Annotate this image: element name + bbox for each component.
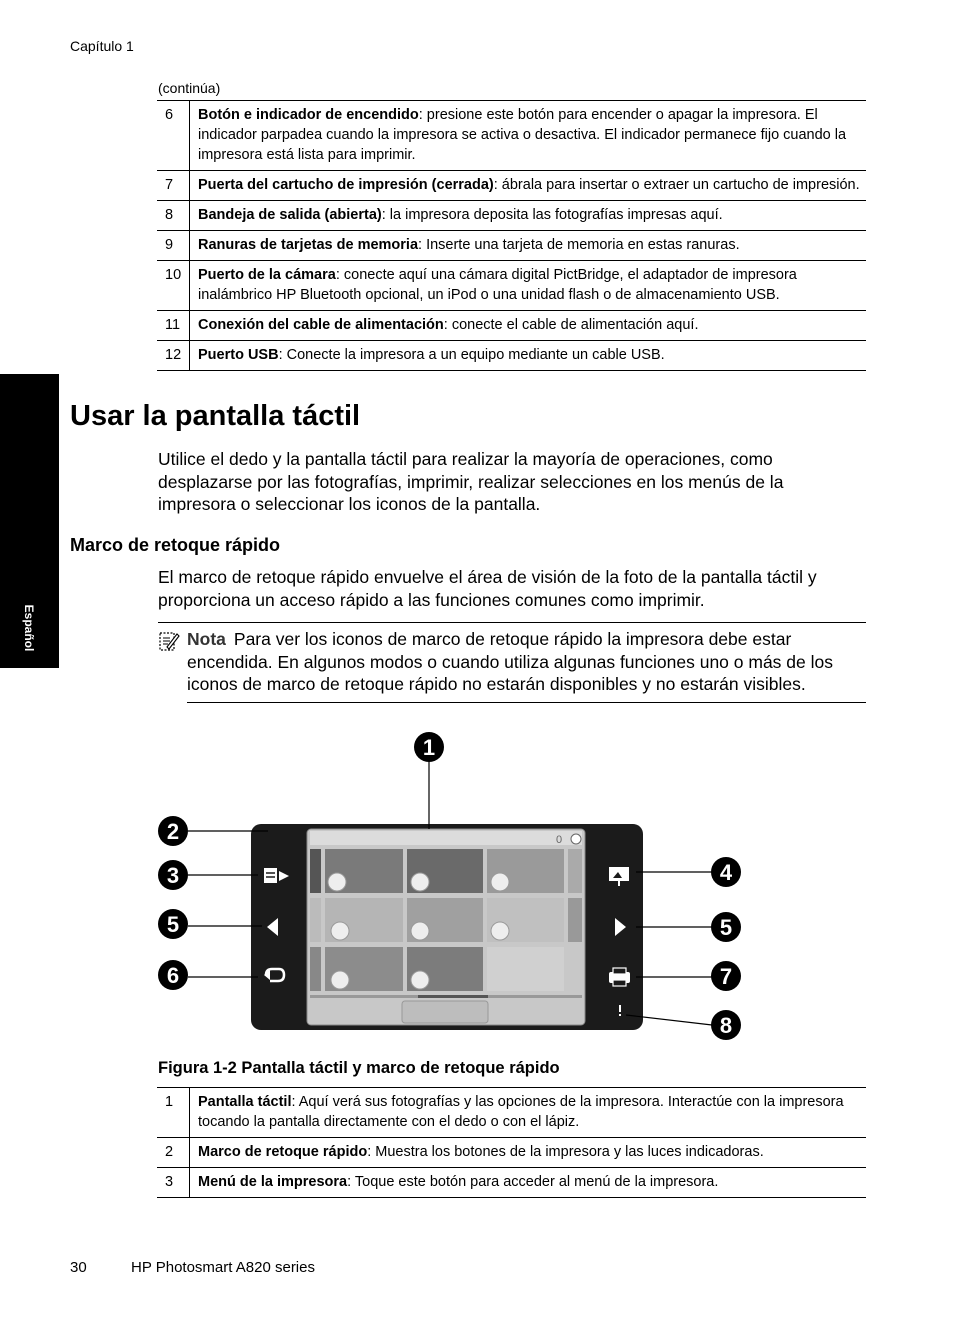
row-term: Menú de la impresora: [198, 1174, 348, 1190]
note-text: [187, 628, 877, 696]
subsection-title: Marco de retoque rápido: [70, 535, 281, 555]
row-term: Puerta del cartucho de impresión (cerrada): [198, 177, 494, 193]
row-term: Puerto de la cámara: [198, 267, 336, 283]
note-bottom-rule: [187, 702, 866, 703]
callout-5-right-label: 5: [719, 915, 733, 940]
table-row: [157, 171, 866, 201]
subsection-body: El marco de retoque rápido envuelve el área de visión de la foto de la pantalla táctil y proporciona un acceso rápido a las funciones comunes como imprimir.: [158, 567, 817, 610]
row-term: Pantalla táctil: [198, 1094, 292, 1110]
section-title: Usar la pantalla táctil: [70, 400, 361, 432]
row-description: [190, 261, 867, 311]
table-row: [157, 101, 866, 171]
note-body: Para ver los iconos de marco de retoque rápido la impresora debe estar encendida. En algunos modos o cuando utiliza algunas funciones uno o más de los iconos de marco de retoque rápido no estarán disponibles y no estarán visibles.: [187, 629, 833, 694]
row-description: [190, 1138, 867, 1168]
page-number: 30: [70, 1259, 87, 1276]
row-number: 1: [157, 1088, 190, 1138]
callout-1-label: 1: [422, 735, 436, 760]
row-desc: : Aquí verá sus fotografías y las opciones de la impresora. Interactúe con la impresora tocando la pantalla directamente con el dedo o con el lápiz.: [198, 1094, 844, 1130]
row-desc: : Toque este botón para acceder al menú de la impresora.: [347, 1174, 719, 1190]
row-number: 9: [157, 231, 190, 261]
row-number: 2: [157, 1138, 190, 1168]
row-description: [190, 171, 867, 201]
table-row: [157, 231, 866, 261]
footer-product-name: HP Photosmart A820 series: [131, 1259, 315, 1276]
attention-light-icon: [619, 1005, 621, 1016]
note-label: Nota: [187, 629, 226, 649]
row-description: [190, 231, 867, 261]
parts-table-continued: [157, 100, 866, 371]
row-desc: : la impresora deposita las fotografías impresas aquí.: [381, 207, 723, 223]
row-description: [190, 1088, 867, 1138]
callout-7-label: 7: [719, 964, 733, 989]
section-intro: Utilice el dedo y la pantalla táctil para realizar la mayoría de operaciones, como desplazarse por las fotografías, imprimir, realizar selecciones en los menús de la impresora o seleccionar los iconos de la pantalla.: [158, 449, 784, 514]
chapter-label: Capítulo 1: [70, 38, 134, 54]
row-desc: : conecte aquí una cámara digital PictBridge, el adaptador de impresora inalámbrico HP Bluetooth opcional, un iPod o una unidad flash o de almacenamiento USB.: [198, 267, 797, 303]
row-desc: : Conecte la impresora a un equipo mediante un cable USB.: [278, 347, 665, 363]
touchscreen-figure: [150, 725, 750, 1055]
table-row: [157, 201, 866, 231]
note-pencil-icon: [158, 630, 180, 652]
photo-thumbnails: [310, 849, 582, 991]
table-row: [157, 1168, 866, 1198]
table-row: [157, 1088, 866, 1138]
callout-4-label: 4: [719, 860, 733, 885]
figure-caption: Figura 1-2 Pantalla táctil y marco de retoque rápido: [158, 1059, 560, 1077]
row-desc: : Inserte una tarjeta de memoria en estas ranuras.: [418, 237, 740, 253]
language-side-label: Español: [22, 604, 36, 652]
table-row: [157, 311, 866, 341]
row-number: 11: [157, 311, 190, 341]
callout-3-label: 3: [166, 863, 180, 888]
row-desc: : ábrala para insertar o extraer un cartucho de impresión.: [493, 177, 860, 193]
row-number: 3: [157, 1168, 190, 1198]
table-row: [157, 261, 866, 311]
row-number: 8: [157, 201, 190, 231]
callout-6-left-label: 5: [166, 912, 180, 937]
row-description: [190, 341, 867, 371]
screen-counter: 0: [556, 834, 563, 846]
row-term: Puerto USB: [198, 347, 279, 363]
screen-check-icon: [571, 834, 581, 844]
row-desc: : presione este botón para encender o apagar la impresora. El indicador parpadea cuando la impresora se activa o desactiva. El indicador permanece fijo cuando la impresora está lista para imprimir.: [198, 107, 847, 163]
row-term: Ranuras de tarjetas de memoria: [198, 237, 419, 253]
row-description: [190, 101, 867, 171]
callout-8-label: 8: [719, 1013, 733, 1038]
row-description: [190, 201, 867, 231]
row-description: [190, 311, 867, 341]
figure-legend-table: [157, 1087, 866, 1198]
row-term: Bandeja de salida (abierta): [198, 207, 382, 223]
row-number: 6: [157, 101, 190, 171]
row-description: [190, 1168, 867, 1198]
row-term: Conexión del cable de alimentación: [198, 317, 444, 333]
row-number: 10: [157, 261, 190, 311]
row-desc: : Muestra los botones de la impresora y las luces indicadoras.: [367, 1144, 764, 1160]
row-term: Botón e indicador de encendido: [198, 107, 419, 123]
callout-2-label: 2: [166, 819, 180, 844]
table-continued-label: (continúa): [158, 80, 221, 96]
table-row: [157, 1138, 866, 1168]
row-number: 7: [157, 171, 190, 201]
table-row: [157, 341, 866, 371]
row-desc: : conecte el cable de alimentación aquí.: [443, 317, 699, 333]
row-term: Marco de retoque rápido: [198, 1144, 368, 1160]
row-number: 12: [157, 341, 190, 371]
callout-6-label: 6: [166, 963, 180, 988]
